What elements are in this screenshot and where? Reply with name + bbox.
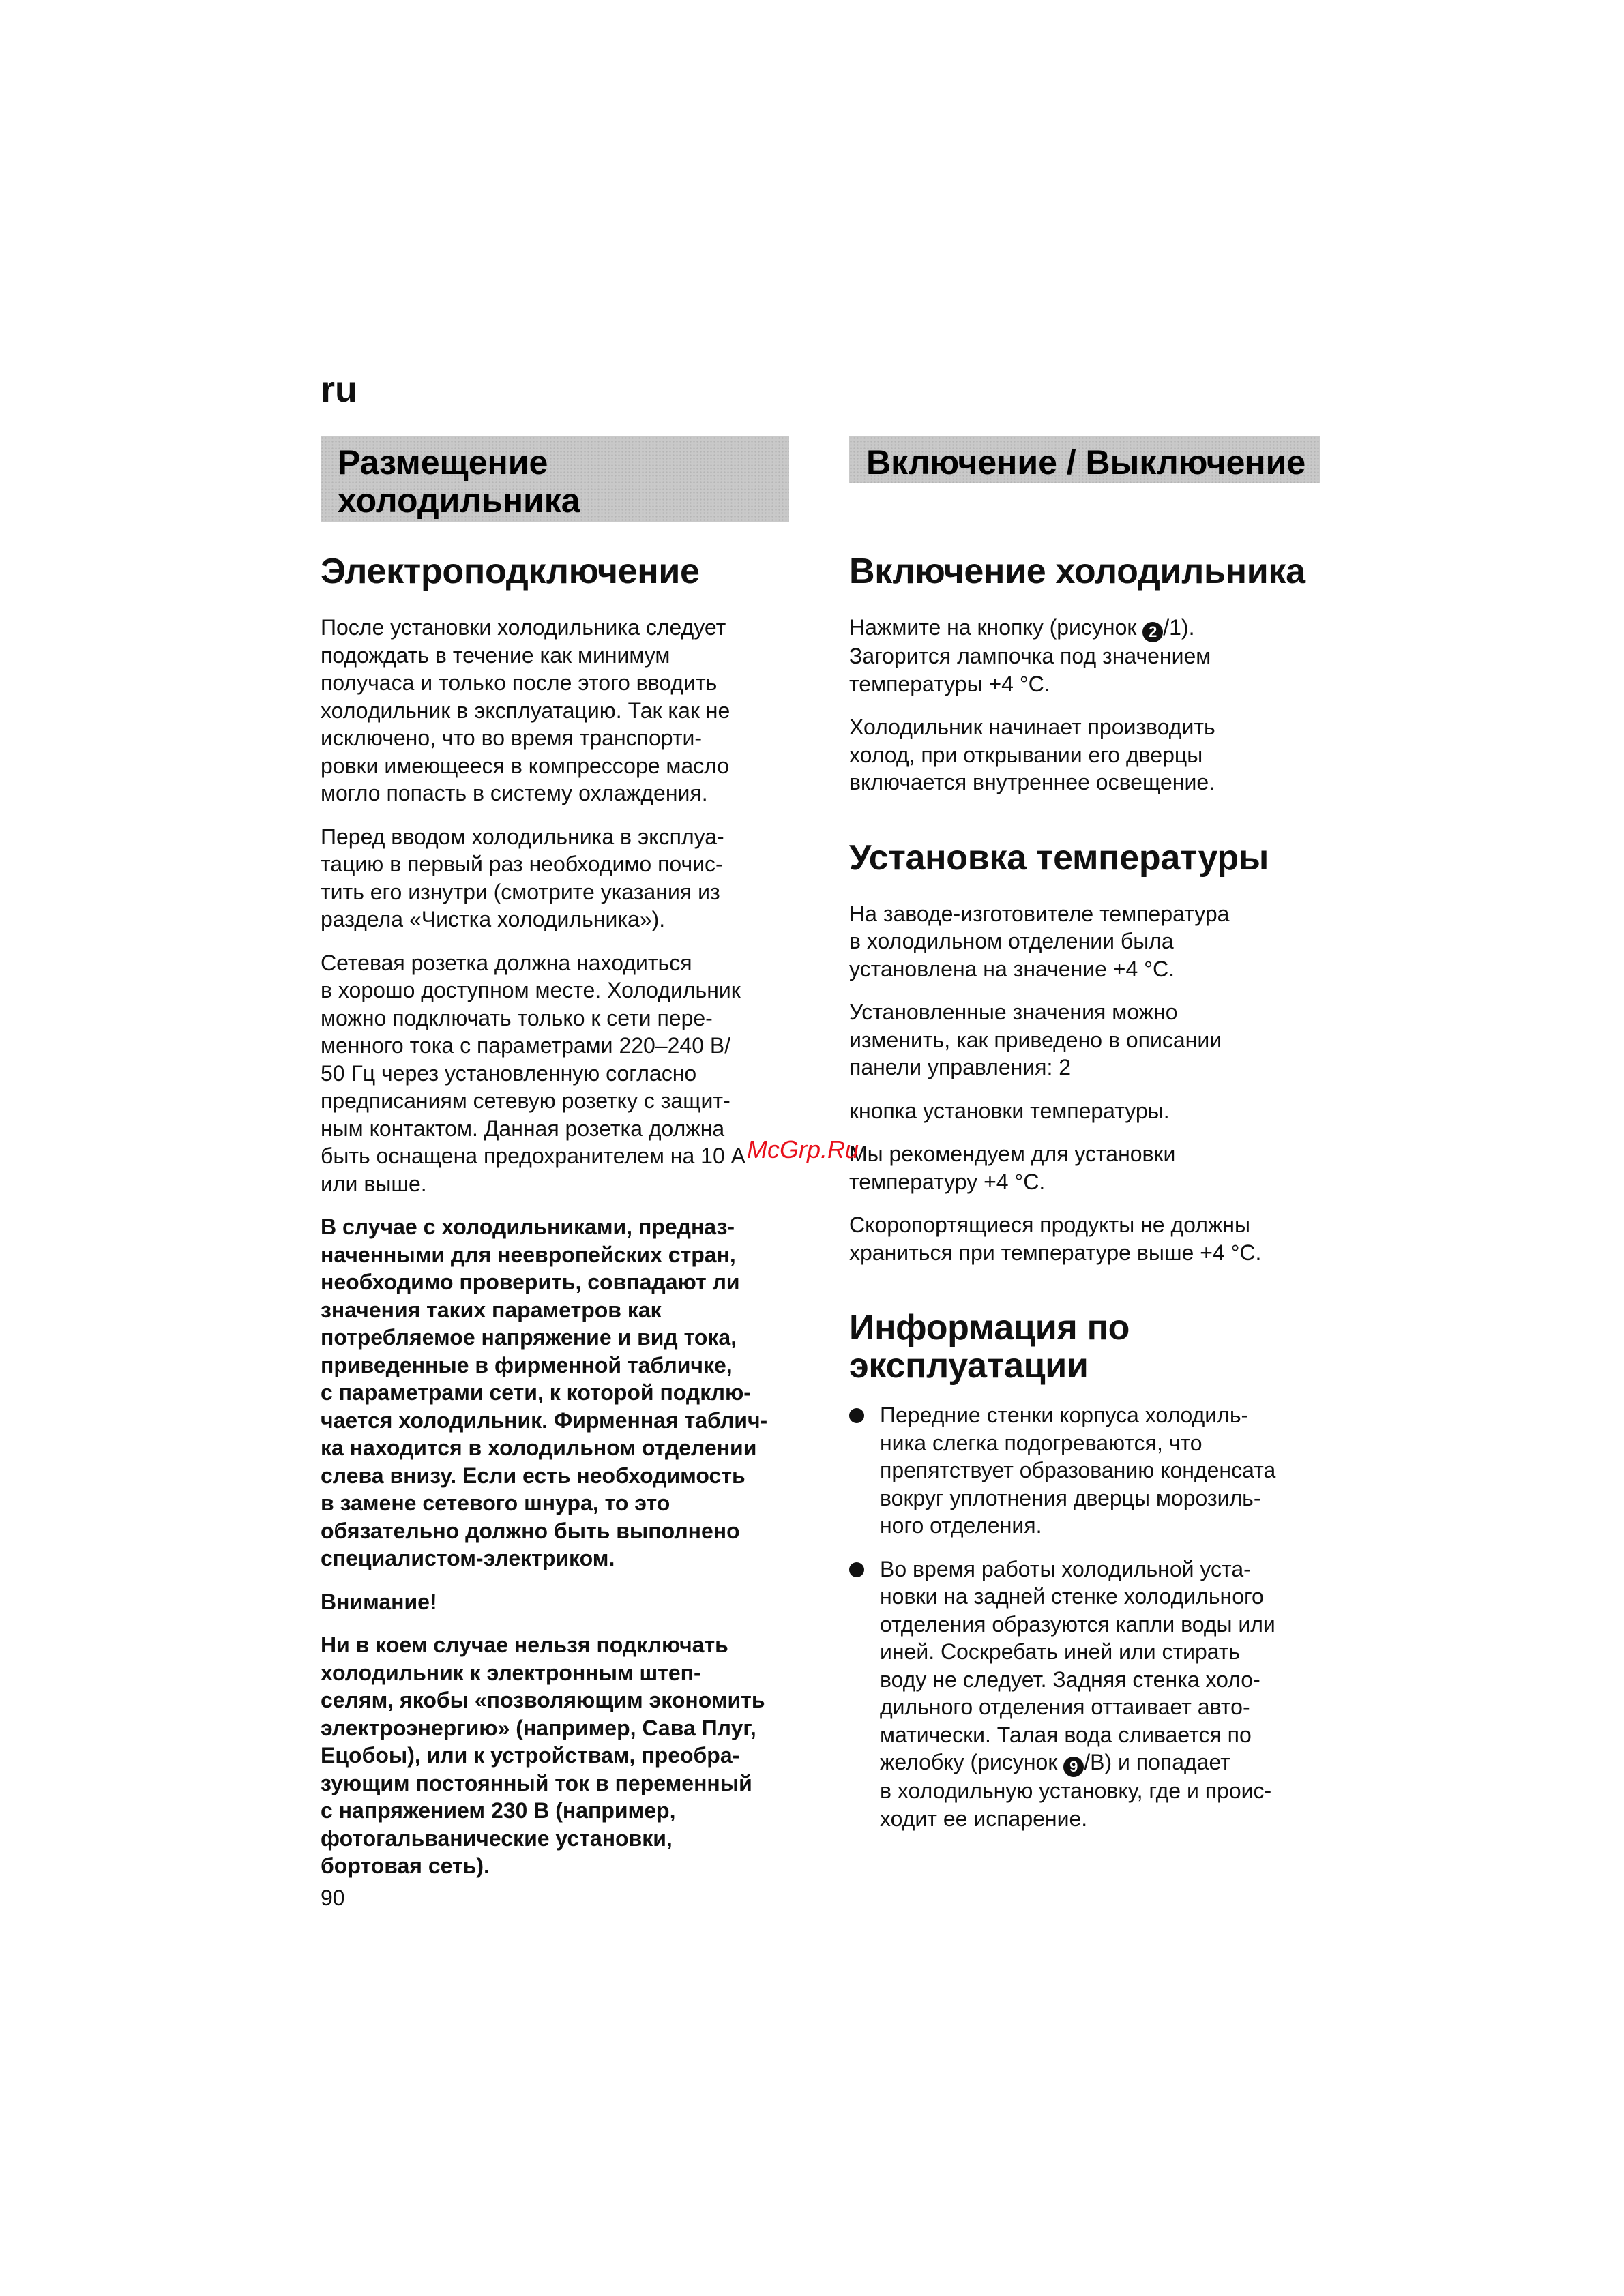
paragraph: Сетевая розетка должна находиться в хорошо доступном месте. Холодильник можно подключать только к сети пере- менного тока с параметрами 220–240 В/ 50 Гц через установленную согласно предписаниям сетевую розетку с защит- ным контактом. Данная розетка должна быть оснащена предохранителем на 10 А или выше.: [321, 950, 745, 1196]
figure-number-icon: 9: [1063, 1757, 1084, 1777]
section-usage-info: [849, 1309, 1327, 1832]
page-number: 90: [321, 1885, 345, 1910]
list-item: Во время работы холодильной уста- новки на задней стенке холодильного отделения образуются капли воды или иней. Соскребать иней или стирать воду не следует. Задняя стенка холо- дильного отделения оттаивает авто- матически. Талая вода сливается по желобку (рисунок 9 /B) и попадает в холодильную установку, где и проис- ходит ее испарение.: [849, 1555, 1327, 1833]
paragraph: Холодильник начинает производить холод, при открывании его дверцы включается внутреннее освещение.: [849, 715, 1215, 794]
paragraph: Перед вводом холодильника в эксплуа- тацию в первый раз необходимо почис- тить его изнутри (смотрите указания из раздела «Чистка холодильника»).: [321, 824, 724, 931]
info-list: [849, 1401, 1327, 1832]
paragraph: Установленные значения можно изменить, как приведено в описании панели управления: 2: [849, 1000, 1222, 1079]
band-title: Включение / Выключение: [866, 443, 1306, 481]
bullet-icon: [849, 1408, 864, 1423]
heading-electrical-connection: Электроподключение: [321, 552, 700, 591]
section-temperature: [849, 839, 1327, 1267]
paragraph: кнопка установки температуры.: [849, 1098, 1170, 1123]
heading-temperature: Установка температуры: [849, 837, 1269, 878]
heading-usage-info: Информация по эксплуатации: [849, 1308, 1130, 1386]
heading-switch-on: Включение холодильника: [849, 552, 1305, 591]
attention-label: Внимание!: [321, 1589, 437, 1614]
band-title-line2: холодильника: [338, 481, 580, 520]
left-column: [321, 552, 798, 1896]
right-column: [849, 552, 1327, 1848]
paragraph: На заводе-изготовителе температура в холодильном отделении была установлена на значение +4 °C.: [849, 901, 1230, 981]
paragraph-warning: Ни в коем случае нельзя подключать холодильник к электронным штеп- селям, якобы «позволяющим экономить электроэнергию» (например, Сава Плуг, Ецобоы), или к устройствам, преобра- зующим постоянный ток в переменный с напряжением 230 В (например, фотогальванические установки, бортовая сеть).: [321, 1632, 765, 1878]
paragraph: Нажмите на кнопку (рисунок 2 /1). Загорится лампочка под значением температуры +4 °C.: [849, 615, 1211, 696]
paragraph: Скоропортящиеся продукты не должны храниться при температуре выше +4 °C.: [849, 1212, 1262, 1265]
paragraph: После установки холодильника следует подождать в течение как минимум получаса и только после этого вводить холодильник в эксплуатацию. Так как не исключено, что во время транспорти- ровки имеющееся в компрессоре масло могло попасть в систему охлаждения.: [321, 615, 730, 805]
paragraph-warning: В случае с холодильниками, предназ- наченными для неевропейских стран, необходимо проверить, совпадают ли значения таких параметров как потребляемое напряжение и вид тока, приведенные в фирменной табличке, с параметрами сети, к которой подклю- чается холодильник. Фирменная таблич- ка находится в холодильном отделении слева внизу. Если есть необходимость в замене сетевого шнура, то это обязательно должно быть выполнено специалистом-электриком.: [321, 1214, 768, 1570]
band-title-line1: Размещение: [338, 443, 548, 481]
figure-number-icon: 2: [1142, 622, 1163, 642]
section-band-placement: [321, 436, 789, 522]
watermark-text: McGrp.Ru: [747, 1135, 859, 1163]
section-band-onoff: [849, 436, 1320, 483]
list-item: Передние стенки корпуса холодиль- ника слегка подогреваются, что препятствует образованию конденсата вокруг уплотнения дверцы морозиль- ного отделения.: [849, 1401, 1327, 1540]
section-switch-on: [849, 552, 1327, 796]
bullet-icon: [849, 1562, 864, 1577]
paragraph: Мы рекомендуем для установки температуру +4 °C.: [849, 1142, 1176, 1194]
language-code: ru: [321, 369, 357, 410]
